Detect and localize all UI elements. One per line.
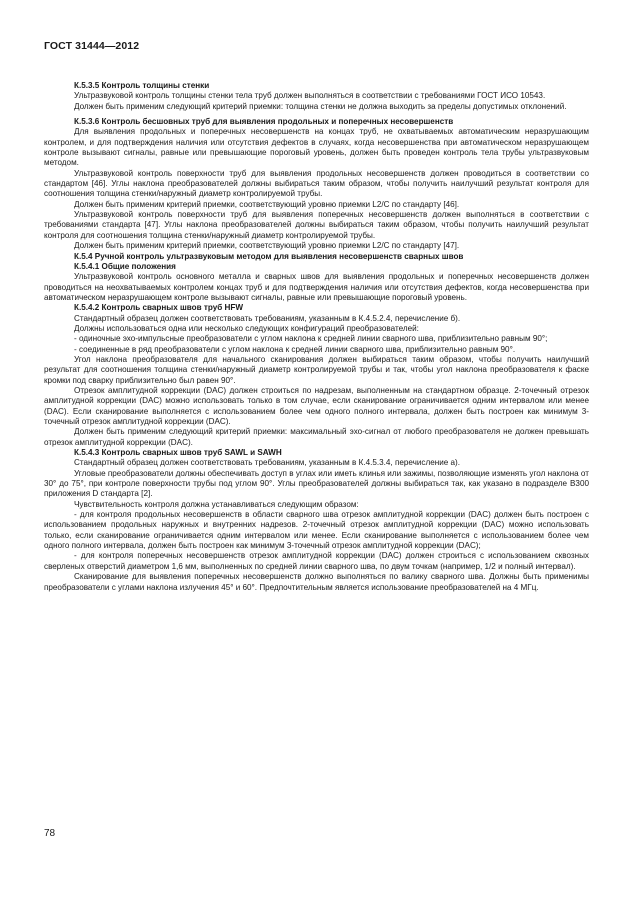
body-paragraph: Должен быть применим критерий приемки, соответствующий уровню приемки L2/C по стандарту [46]. (74, 199, 460, 209)
section-heading-k543: К.5.4.3 Контроль сварных швов труб SAWL и SAWH (74, 448, 282, 458)
body-paragraph: Стандартный образец должен соответствовать требованиям, указанным в К.4.5.2.4, перечисление б). (74, 313, 461, 323)
section-heading-k536: К.5.3.6 Контроль бесшовных труб для выявления продольных и поперечных несовершенств (74, 117, 454, 127)
body-paragraph: Отрезок амплитудной коррекции (DAC) должен строиться по надрезам, выполненным на стандартном образце. 2-точечный отрезок амплитудной коррекции (DAC) можно использовать только в том случае, если сканирование ограничивается одним интервалом или менее (DAC). Если сканирование выполняется с использованием более чем одного полного интервала, должен быть построен как минимум 3-точечный отрезок амплитудной коррекции (DAC). (44, 385, 589, 426)
page-number: 78 (44, 828, 56, 839)
body-paragraph: Ультразвуковой контроль толщины стенки тела труб должен выполняться в соответствии с требованиями ГОСТ ИСО 10543. (74, 91, 546, 101)
body-paragraph: Угловые преобразователи должны обеспечивать доступ в углах или иметь клинья или зажимы, позволяющие изменять угол наклона от 30° до 75°, при контроле поверхности трубы под углом 90°. Углы преобразователей должны выбираться так, как указано в подразделе В300 приложения D стандарта [2]. (44, 468, 589, 499)
body-paragraph: Должен быть применим критерий приемки, соответствующий уровню приемки L2/C по стандарту [47]. (74, 241, 460, 251)
body-paragraph: Должен быть применим следующий критерий приемки: максимальный эхо-сигнал от любого преобразователя не должен превышать отрезок амплитудной коррекции (DAC). (44, 427, 589, 447)
body-paragraph: Для выявления продольных и поперечных несовершенств на концах труб, не охватываемых автоматическим неразрушающим контролем, и для подтверждения наличия или отсутствия дефектов в случаях, когда несовершенства при автоматическом неразрушающем контроле вызывают сигналы, равные или превышающие пороговый уровень, должен быть проведен контроль тела трубы ультразвуковым методом. (44, 127, 589, 168)
section-heading-k542: К.5.4.2 Контроль сварных швов труб HFW (74, 303, 244, 313)
body-paragraph: Ультразвуковой контроль поверхности труб для выявления поперечных несовершенств должен выполняться в соответствии с требованиями стандарта [47]. Углы наклона преобразователей должны выбираться таким образом, чтобы получить наилучший результат контроля для соотношения толщина стенки/наружный диаметр контролируемой трубы. (44, 210, 589, 240)
body-paragraph: Чувствительность контроля должна устанавливаться следующим образом: (74, 499, 359, 509)
body-paragraph: Ультразвуковой контроль поверхности труб для выявления продольных несовершенств должен проводиться в соответствии со стандартом [46]. Углы наклона преобразователей должны выбираться таким образом, чтобы получить наилучший результат контроля для соотношения толщина стенки/наружный диаметр контролируемой трубы. (44, 168, 589, 199)
list-item: - одиночные эхо-импульсные преобразователи с углом наклона к средней линии сварного шва, приблизительно равным 90°; (74, 334, 548, 344)
body-paragraph: Стандартный образец должен соответствовать требованиям, указанным в К.4.5.3.4, перечисление а). (74, 458, 461, 468)
body-paragraph: Должен быть применим следующий критерий приемки: толщина стенки не должна выходить за пределы допустимых отклонений. (74, 101, 567, 111)
document-header: ГОСТ 31444—2012 (44, 40, 140, 52)
list-item: - для контроля продольных несовершенств в области сварного шва отрезок амплитудной коррекции (DAC) должен быть построен с использованием продольных наружных и внутренних надрезов. 2-точечный отрезок амплитудной коррекции (DAC) можно использовать только, если сканирование ограничивается одним интервалом или менее. Если сканирование выполняется с использованием более чем одного полного интервала, должен быть построен как минимум 3-точечный отрезок амплитудной коррекции (DAC); (44, 510, 589, 551)
body-paragraph: Сканирование для выявления поперечных несовершенств должно выполняться по валику сварного шва. Должны быть применимы преобразователи с углами наклона излучения 45° и 60°. Предпочтительным является использование преобразователей на 4 МГц. (44, 572, 589, 592)
section-heading-k54: К.5.4 Ручной контроль ультразвуковым методом для выявления несовершенств сварных швов (74, 251, 464, 261)
page-body (44, 81, 589, 593)
body-paragraph: Ультразвуковой контроль основного металла и сварных швов для выявления продольных и поперечных несовершенств должен проводиться на неохватываемых контролем концах труб и для подтверждения наличия или отсутствия дефектов, когда несовершенства при автоматическом неразрушающем контроле вызывают сигналы, равные или превышающие пороговый уровень. (44, 272, 589, 302)
body-paragraph: Угол наклона преобразователя для начального сканирования должен выбираться таким образом, чтобы получить наилучший результат для соотношения толщина стенки/наружный диаметр контролируемой трубы и так, чтобы угол наклона преобразователя к фаске кромки под сварку приблизительно был равен 90°. (44, 354, 589, 385)
section-heading-k535: К.5.3.5 Контроль толщины стенки (74, 81, 210, 90)
list-item: - для контроля поперечных несовершенств отрезок амплитудной коррекции (DAC) должен строиться с использованием сквозных сверленых отверстий диаметром 1,6 мм, выполненных по средней линии сварного шва, по двум точкам (например, 1/2 и полный интервал). (44, 551, 589, 571)
section-heading-k541: К.5.4.1 Общие положения (74, 261, 176, 271)
body-paragraph: Должны использоваться одна или несколько следующих конфигураций преобразователей: (74, 323, 419, 333)
list-item: - соединенные в ряд преобразователи с углом наклона к средней линии сварного шва, приблизительно равным 90°. (74, 344, 516, 354)
